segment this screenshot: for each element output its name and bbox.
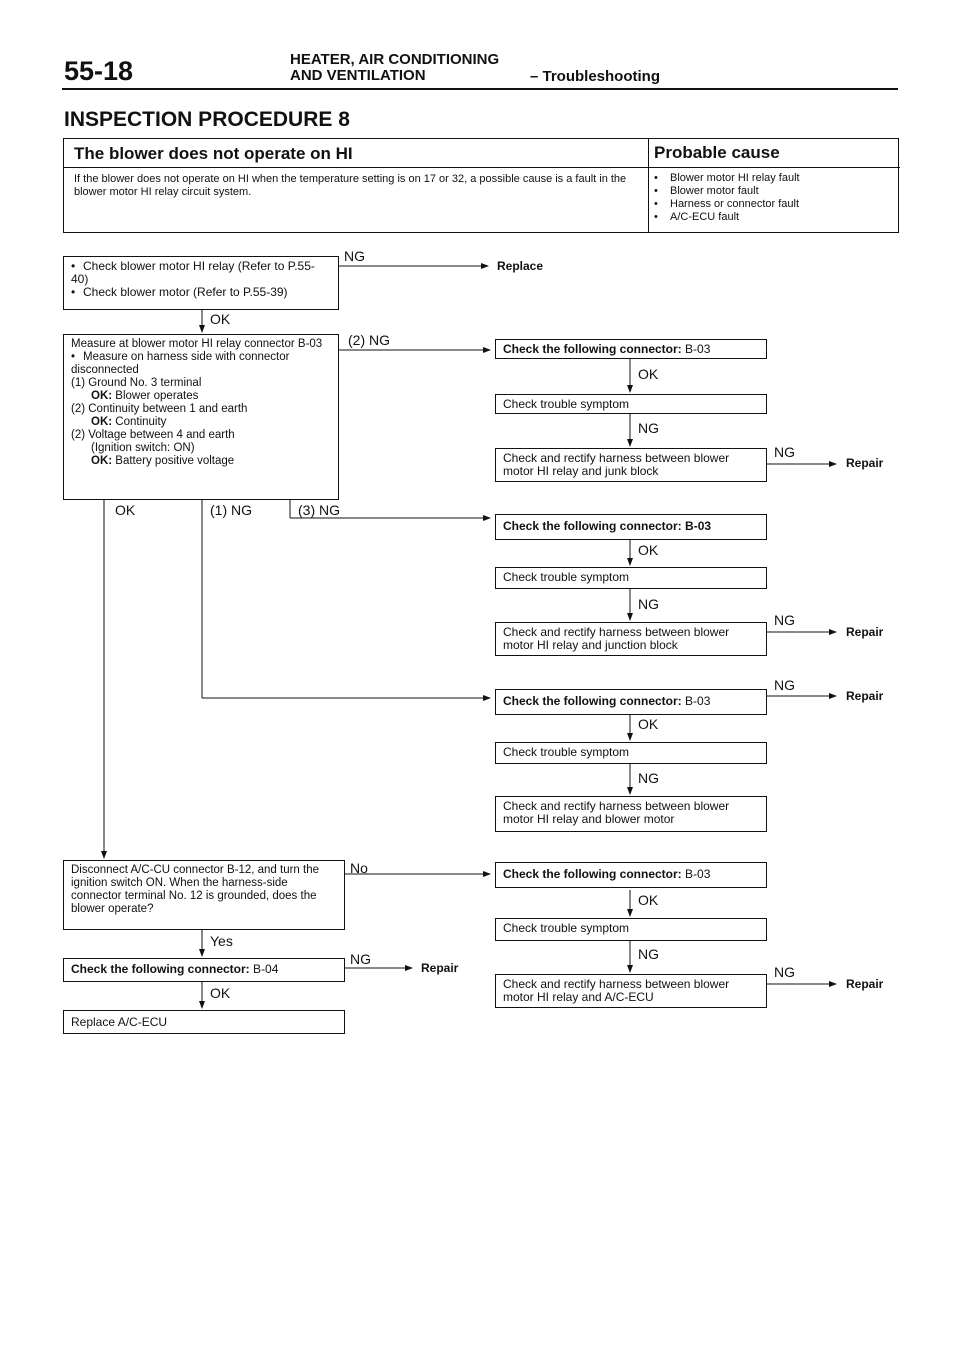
ok-label: OK: [638, 542, 659, 558]
ng-label: NG: [350, 951, 371, 967]
ok-label: OK: [638, 892, 659, 908]
symptom-description: If the blower does not operate on HI when the temperature setting is on 17 or 32, a possible cause is a fault in the blower motor HI relay circuit system.: [74, 173, 627, 198]
connector-prefix: Check the following connector:: [503, 867, 682, 881]
check-connector-box: [495, 862, 767, 888]
check-connector-box: [495, 689, 767, 715]
ng-label: NG: [774, 444, 795, 460]
ng-label: NG: [638, 770, 659, 786]
measure-title: Measure at blower motor HI relay connector B-03: [71, 338, 323, 350]
procedure-title: INSPECTION PROCEDURE 8: [64, 108, 350, 131]
check-connector-box: [495, 514, 767, 540]
ng1-label: (1) NG: [210, 502, 252, 518]
symptom-heading: The blower does not operate on HI: [74, 144, 353, 163]
ng-label: NG: [774, 964, 795, 980]
ng-label: NG: [774, 677, 795, 693]
ok-value: Blower operates: [115, 390, 199, 402]
connector-id: B-03: [685, 694, 711, 708]
ok-label: OK:: [91, 455, 113, 467]
connector-prefix: Check the following connector:: [71, 962, 250, 976]
ng3-label: (3) NG: [298, 502, 340, 518]
measure-3-ok: [71, 455, 331, 468]
connector-id: B-03: [685, 519, 712, 533]
connector-prefix: Check the following connector:: [503, 342, 682, 356]
check-symptom-box: Check trouble symptom: [495, 918, 767, 941]
cause-item: • Blower motor HI relay fault: [654, 172, 800, 185]
step1-ng-label: NG: [344, 248, 365, 264]
ng-label: NG: [638, 420, 659, 436]
measure-2: (2) Continuity between 1 and earth: [71, 403, 248, 415]
measure-condition: • Measure on harness side with connector disconnected: [71, 351, 331, 377]
measure-3-note: (Ignition switch: ON): [91, 442, 195, 454]
step1-ok-label: OK: [210, 311, 231, 327]
replace-acecu-box: Replace A/C-ECU: [63, 1010, 345, 1034]
ok-label: OK: [638, 716, 659, 732]
check-connector-b04-box: [63, 958, 345, 982]
check-relay-item: • Check blower motor HI relay (Refer to P.55-40): [71, 260, 331, 286]
measure-3: (2) Voltage between 4 and earth: [71, 429, 235, 441]
ng-label: NG: [638, 946, 659, 962]
cause-item: • A/C-ECU fault: [654, 211, 800, 224]
acecu-ground-check-box: Disconnect A/C-CU connector B-12, and turn the ignition switch ON. When the harness-side connector terminal No. 12 is grounded, does the blower operate?: [63, 860, 345, 930]
ng2-label: (2) NG: [348, 332, 390, 348]
section-title-line2: AND VENTILATION: [290, 67, 426, 84]
ok-label: OK:: [91, 390, 113, 402]
repair-result: Repair: [846, 689, 884, 703]
probable-cause-heading: Probable cause: [654, 143, 780, 162]
rectify-junk-block-box: Check and rectify harness between blower motor HI relay and junk block: [495, 448, 767, 482]
repair-result: Repair: [846, 456, 884, 470]
measure-1: (1) Ground No. 3 terminal: [71, 377, 202, 389]
check-symptom-box: Check trouble symptom: [495, 394, 767, 414]
ok-value: Battery positive voltage: [115, 455, 235, 467]
connector-id: B-03: [685, 867, 711, 881]
connector-id: B-04: [253, 962, 279, 976]
measure-2-ok: [71, 416, 331, 429]
check-symptom-box: Check trouble symptom: [495, 742, 767, 764]
rectify-acecu-box: Check and rectify harness between blower motor HI relay and A/C-ECU: [495, 974, 767, 1008]
check-relay-motor-box: [63, 256, 339, 310]
ok-value: Continuity: [115, 416, 167, 428]
measure-relay-connector-box: [63, 334, 339, 500]
no-label: No: [350, 860, 368, 876]
ng-label: NG: [638, 596, 659, 612]
ok-label: OK: [638, 366, 659, 382]
page-number: 55-18: [64, 56, 134, 86]
connector-prefix: Check the following connector:: [503, 694, 682, 708]
connector-prefix: Check the following connector:: [503, 519, 682, 533]
ng-label: NG: [774, 612, 795, 628]
subsection-title: – Troubleshooting: [530, 68, 660, 85]
ok-branch-label: OK: [115, 502, 136, 518]
yes-label: Yes: [210, 933, 233, 949]
cause-item: • Blower motor fault: [654, 185, 800, 198]
ok-label: OK: [210, 985, 231, 1001]
cause-item: • Harness or connector fault: [654, 198, 800, 211]
check-symptom-box: Check trouble symptom: [495, 567, 767, 589]
section-title-line1: HEATER, AIR CONDITIONING: [290, 51, 500, 68]
rectify-junction-block-box: Check and rectify harness between blower motor HI relay and junction block: [495, 622, 767, 656]
repair-result: Repair: [421, 961, 459, 975]
measure-1-ok: [71, 390, 331, 403]
check-motor-item: • Check blower motor (Refer to P.55-39): [71, 286, 331, 299]
connector-id: B-03: [685, 342, 711, 356]
ok-label: OK:: [91, 416, 113, 428]
rectify-blower-motor-box: Check and rectify harness between blower motor HI relay and blower motor: [495, 796, 767, 832]
repair-result: Repair: [846, 625, 884, 639]
check-connector-box: [495, 339, 767, 359]
repair-result: Repair: [846, 977, 884, 991]
replace-result: Replace: [497, 259, 544, 273]
